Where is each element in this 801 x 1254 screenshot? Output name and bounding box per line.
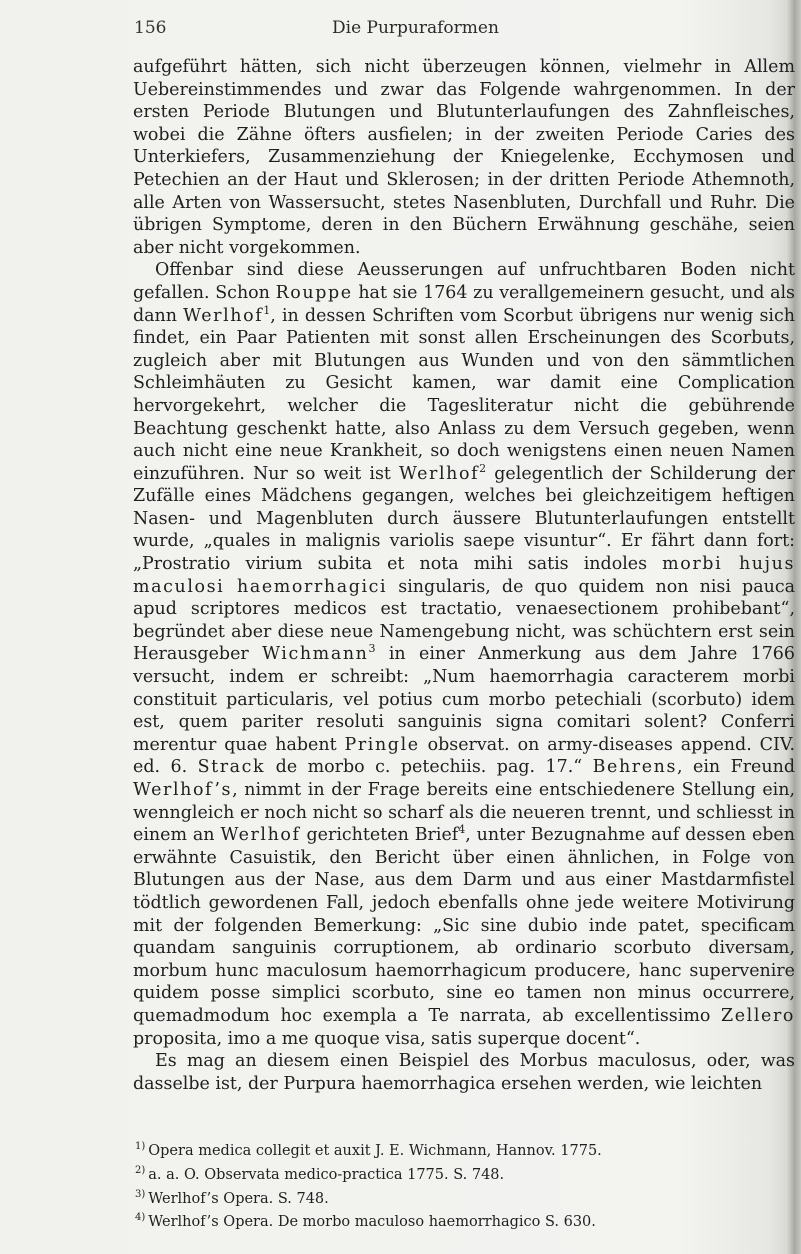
text-run: in einer Anmerkung aus dem Jahre 1766 versucht, indem er schreibt: „Num haemorrhagia caracterem morbi constituit particularis, vel potius cum morbo petechiali (scorbuto) idem est, quem pariter resoluti sanguinis signa comitari solent? Conferri merentur quae habent xyxy=(133,644,795,755)
page-number: 156 xyxy=(134,18,167,38)
running-title: Die Purpuraformen xyxy=(332,18,499,38)
spaced-name: morbi hujus maculosi haemorrhagici xyxy=(133,554,795,597)
footnote-mark: 4) xyxy=(135,1212,146,1224)
text-run: , unter Bezugnahme auf dessen eben erwähnte Casuistik, den Bericht über einen ähnlichen, in Folge von Blutungen aus der Nase, aus dem Darm und aus einer Mastdarmfistel tödtlich gewordenen Fall, jedoch ebenfalls ohne jede weitere Motivirung mit der folgenden Bemerkung: „Sic sine dubio inde patet, specificam quandam sanguinis corruptionem, ab ordinario scorbuto diversam, morbum hunc maculosum haemorrhagicum producere, hanc supervenire quidem posse simplici scorbuto, sine eo tamen non minus occurrere, quemadmodum hoc exempla a Te narrata, ab excellentissimo xyxy=(133,825,795,1026)
text-run: gelegentlich der Schilderung der Zufälle eines Mädchens gegangen, welches bei gleichzeitigem heftigen Nasen- und Magenbluten durch äussere Blutunterlaufungen entstellt wurde, „quales in malignis variolis saepe visuntur“. Er fährt dann fort: „Prostratio virium subita et nota mihi satis indoles xyxy=(133,463,795,575)
spaced-name: Werlhof xyxy=(399,463,480,484)
footnote xyxy=(135,1208,755,1232)
footnote-text: Werlhof’s Opera. De morbo maculoso haemorrhagico S. 630. xyxy=(148,1214,596,1231)
text-run: Es mag an diesem einen Beispiel des Morbus maculosus, oder, was dasselbe ist, der Purpura haemorrhagica ersehen werden, wie leichten xyxy=(133,1051,795,1094)
footnote-reference: 1 xyxy=(263,303,271,317)
text-run: Offenbar sind diese Aeusserungen auf unfruchtbaren Boden nicht gefallen. Schon xyxy=(133,260,795,303)
body-text xyxy=(133,56,795,1095)
text-run: , ein Freund xyxy=(677,757,795,778)
footnote-mark: 3) xyxy=(135,1188,146,1200)
text-run: gerichteten Brief xyxy=(300,825,459,846)
spaced-name: Werlhof’s xyxy=(133,780,233,800)
footnote-reference: 2 xyxy=(479,461,487,475)
spaced-name: Werlhof xyxy=(183,305,264,326)
text-run: singularis, de quo quidem non nisi pauca apud scriptores medicos est tractatio, venaesectionem prohibebant“, begründet aber diese neue Namengebung nicht, was schüchtern erst sein Herausgeber xyxy=(133,576,795,665)
spaced-name: Zellero xyxy=(721,1005,795,1026)
spaced-name: Werlhof xyxy=(220,825,301,846)
footnote-reference: 4 xyxy=(458,823,466,837)
page-header xyxy=(0,14,801,40)
spaced-name: Rouppe xyxy=(275,282,353,303)
spaced-name: Behrens xyxy=(592,757,678,778)
footnote-text: Opera medica collegit et auxit J. E. Wichmann, Hannov. 1775. xyxy=(148,1142,602,1159)
footnote-mark: 1) xyxy=(135,1141,146,1152)
spaced-name: Wichmann xyxy=(262,644,369,665)
footnote xyxy=(135,1161,755,1185)
text-run: hat sie 1764 zu verallgemeinern gesucht, und als dann xyxy=(133,282,795,326)
spaced-name: Strack xyxy=(197,757,266,778)
paragraph xyxy=(133,1050,795,1095)
spaced-name: Pringle xyxy=(344,734,420,755)
footnote-mark: 2) xyxy=(135,1164,146,1176)
text-run: de morbo c. petechiis. pag. 17.“ xyxy=(265,757,593,778)
text-run: , in dessen Schriften vom Scorbut übrigens nur wenig sich findet, ein Paar Patienten mit sonst allen Erscheinungen des Scorbuts, zugleich aber mit Blutungen aus Wunden und von den sämmtlichen Schleimhäuten zu Gesicht kamen, war damit eine Complication hervorgekehrt, welcher die Tagesliteratur nicht die gebührende Beachtung geschenkt hatte, also Anlass zu dem Versuch gegeben, wenn auch nicht eine neue Krankheit, so doch wenigstens einen neuen Namen einzuführen. Nur so weit ist xyxy=(133,305,795,484)
footnote-text: Werlhof’s Opera. S. 748. xyxy=(148,1190,329,1207)
text-run: aufgeführt hätten, sich nicht überzeugen können, vielmehr in Allem Uebereinstimmendes und zwar das Folgende wahrgenommen. In der ersten Periode Blutungen und Blutunterlaufungen des Zahnfleisches, wobei die Zähne öfters ausfielen; in der zweiten Periode Caries des Unterkiefers, Zusammenziehung der Kniegelenke, Ecchymosen und Petechien an der Haut und Sklerosen; in der dritten Periode Athemnoth, alle Arten von Wassersucht, stetes Nasenbluten, Durchfall und Ruhr. Die übrigen Symptome, deren in den Büchern Erwähnung geschähe, seien aber nicht vorgekommen. xyxy=(133,57,795,258)
paragraph xyxy=(133,259,795,1050)
text-run: , nimmt in der Frage bereits eine entschiedenere Stellung ein, wenngleich er noch nicht so scharf als die neueren trennt, und schliesst in einem an xyxy=(133,780,795,846)
text-run: proposita, imo a me quoque visa, satis superque docent“. xyxy=(133,1028,641,1049)
footnote-reference: 3 xyxy=(368,642,376,656)
footnote xyxy=(135,1137,755,1161)
footnotes xyxy=(135,1137,755,1232)
paragraph xyxy=(133,56,795,259)
footnote-text: a. a. O. Observata medico-practica 1775. S. 748. xyxy=(148,1166,505,1183)
footnote xyxy=(135,1185,755,1209)
text-run: observat. on army-diseases append. CIV. ed. 6. xyxy=(133,734,795,778)
